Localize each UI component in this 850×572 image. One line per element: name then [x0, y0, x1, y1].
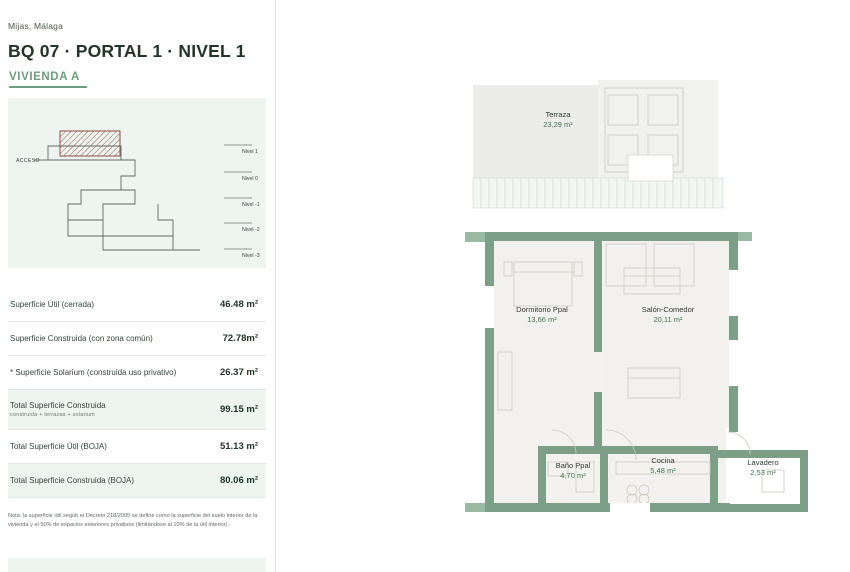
room-label-salon: Salón-Comedor 20,11 m²	[641, 305, 695, 325]
level-label-minus1: Nivel -1	[242, 202, 260, 208]
surface-value: 26.37 m²	[219, 367, 258, 378]
table-row	[8, 464, 266, 498]
table-row	[8, 430, 266, 464]
surface-label: Total Superficie Construida (BOJA)	[10, 475, 135, 485]
subtitle-underline	[9, 86, 87, 88]
room-label-dormitorio: Dormitorio Ppal 13,66 m²	[516, 305, 568, 325]
surface-label: Superficie Útil (cerrada)	[10, 299, 95, 309]
surfaces-table	[8, 288, 266, 498]
level-diagram-svg	[8, 98, 266, 268]
acceso-label: ACCESO	[16, 158, 40, 164]
floorplan-svg	[276, 0, 850, 572]
level-label-0: Nivel 0	[242, 176, 258, 182]
surface-label-group	[10, 401, 106, 419]
surface-value: 46.48 m²	[219, 299, 258, 310]
room-label-cocina: Cocina 5,48 m²	[650, 456, 676, 476]
bottom-accent-bar	[8, 558, 266, 572]
surface-value: 51.13 m²	[219, 441, 258, 452]
table-row	[8, 356, 266, 390]
level-diagram	[8, 98, 266, 268]
surface-sublabel: construida + terrazas + solarium	[10, 411, 95, 418]
table-row	[8, 390, 266, 430]
level-label-minus3: Nivel -3	[242, 253, 260, 259]
table-row	[8, 288, 266, 322]
room-label-lavadero: Lavadero 2,53 m²	[747, 458, 779, 478]
level-label-1: Nivel 1	[242, 149, 258, 155]
room-label-bano: Baño Ppal 4,70 m²	[555, 461, 591, 481]
surface-value: 80.06 m²	[219, 475, 258, 486]
level-label-minus2: Nivel -2	[242, 227, 260, 233]
table-row	[8, 322, 266, 356]
room-label-terraza: Terraza 23,29 m²	[543, 110, 573, 130]
page-title: BQ 07 · PORTAL 1 · NIVEL 1	[8, 41, 246, 61]
surface-value: 72.78m²	[222, 333, 258, 344]
surface-label: Superficie Construida (con zona común)	[10, 333, 153, 343]
unit-subtitle: VIVIENDA A	[9, 71, 80, 83]
surface-label: Total Superficie Útil (BOJA)	[10, 441, 107, 451]
surface-label: Total Superficie Construida	[10, 400, 106, 410]
legal-note: Nota: la superficie útil según el Decreto 218/2005 se define como la superficie del suelo interior de la vivienda y el 50% de espacios exteriores privativos (limitándose al 10% de la útil interior).	[8, 513, 258, 528]
location-text: Mijas, Málaga	[8, 21, 64, 31]
info-panel	[0, 0, 276, 572]
floorplan-drawing	[276, 0, 850, 572]
surface-value: 99.15 m²	[219, 404, 258, 415]
surface-label: * Superficie Solarium (construida uso privativo)	[10, 367, 177, 377]
